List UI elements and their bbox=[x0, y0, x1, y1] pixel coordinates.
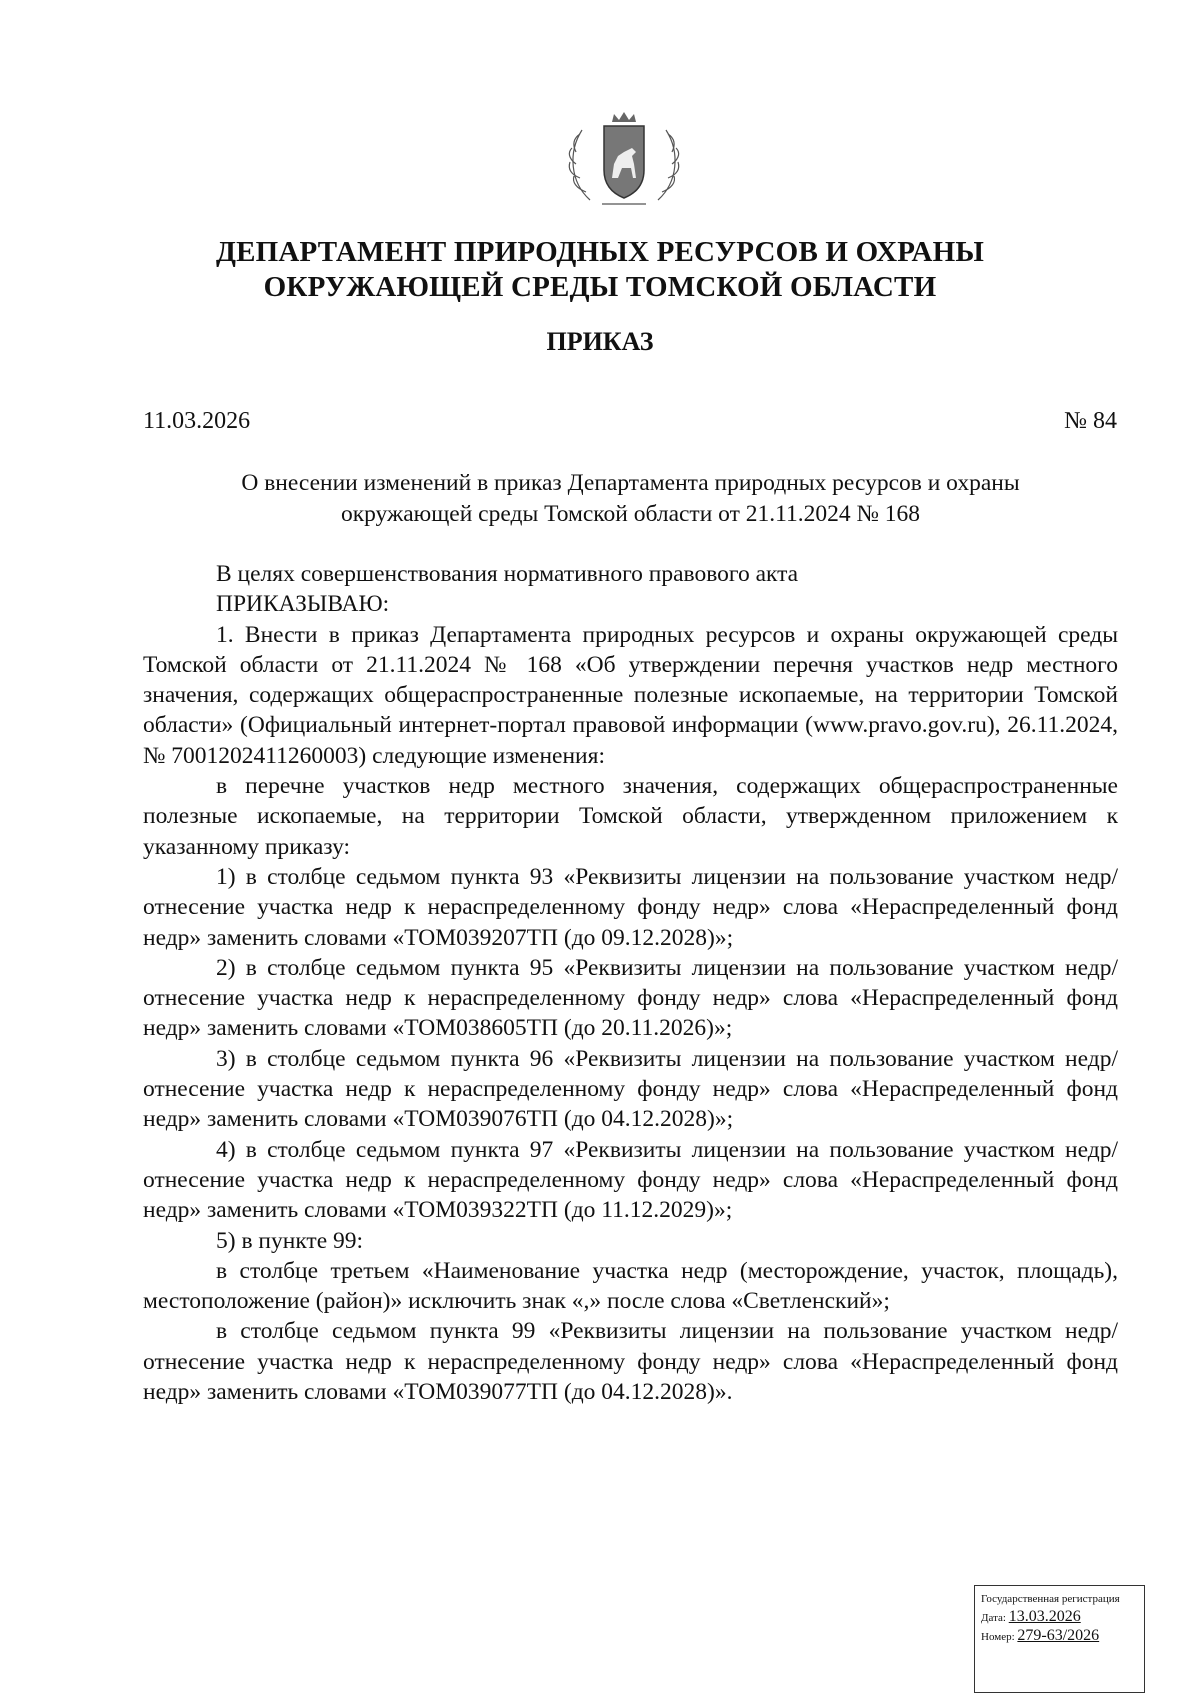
body-paragraph: в перечне участков недр местного значения, содержащих общераспространенные полезные ископаемые, на территории Томской области, утвержденном приложением к указанному приказу: bbox=[143, 773, 1118, 860]
stamp-number-label: Номер: bbox=[981, 1631, 1015, 1643]
document-subject bbox=[143, 468, 1118, 530]
body-paragraph: ПРИКАЗЫВАЮ: bbox=[216, 591, 390, 618]
department-title-line-2: ОКРУЖАЮЩЕЙ СРЕДЫ ТОМСКОЙ ОБЛАСТИ bbox=[263, 271, 937, 303]
body-paragraph: В целях совершенствования нормативного правового акта bbox=[216, 561, 799, 587]
document-body bbox=[143, 559, 1118, 1407]
document-number: № 84 bbox=[1064, 408, 1117, 434]
stamp-number-value: 279-63/2026 bbox=[1017, 1627, 1100, 1644]
stamp-date-value: 13.03.2026 bbox=[1008, 1608, 1081, 1625]
body-paragraph: 1) в столбце седьмом пункта 93 «Реквизиты лицензии на пользование участком недр/отнесение участка недр к нераспределенному фонду недр» слова «Нераспределенный фонд недр» заменить словами «ТОМ039207ТП (до 09.12.2028)»; bbox=[143, 863, 1118, 951]
document-type: ПРИКАЗ bbox=[546, 327, 654, 356]
body-paragraph: в столбце третьем «Наименование участка недр (месторождение, участок, площадь), местоположение (район)» исключить знак «,» после слова «Светленский»; bbox=[143, 1257, 1118, 1315]
body-paragraph: 3) в столбце седьмом пункта 96 «Реквизиты лицензии на пользование участком недр/отнесение участка недр к нераспределенному фонду недр» слова «Нераспределенный фонд недр» заменить словами «ТОМ039076ТП (до 04.12.2028)»; bbox=[143, 1045, 1118, 1133]
body-paragraph: 2) в столбце седьмом пункта 95 «Реквизиты лицензии на пользование участком недр/отнесение участка недр к нераспределенному фонду недр» слова «Нераспределенный фонд недр» заменить словами «ТОМ038605ТП (до 20.11.2026)»; bbox=[143, 954, 1118, 1042]
subject-line-2: окружающей среды Томской области от 21.11.2024 № 168 bbox=[340, 501, 921, 527]
department-title-line-1: ДЕПАРТАМЕНТ ПРИРОДНЫХ РЕСУРСОВ И ОХРАНЫ bbox=[215, 236, 985, 268]
stamp-date-label: Дата: bbox=[981, 1612, 1006, 1624]
stamp-title: Государственная регистрация bbox=[981, 1593, 1120, 1605]
document-date: 11.03.2026 bbox=[143, 408, 251, 434]
subject-line-1: О внесении изменений в приказ Департамента природных ресурсов и охраны bbox=[241, 470, 1020, 496]
body-paragraph: 4) в столбце седьмом пункта 97 «Реквизиты лицензии на пользование участком недр/отнесение участка недр к нераспределенному фонду недр» слова «Нераспределенный фонд недр» заменить словами «ТОМ039322ТП (до 11.12.2029)»; bbox=[143, 1136, 1118, 1224]
body-paragraph: 1. Внести в приказ Департамента природных ресурсов и охраны окружающей среды Томской области от 21.11.2024 № 168 «Об утверждении перечня участков недр местного значения, содержащих общераспространенные полезные ископаемые, на территории Томской области» (Официальный интернет-портал правовой информации (www.pravo.gov.ru), 26.11.2024, № 7001202411260003) следующие изменения: bbox=[143, 621, 1118, 769]
body-paragraph: 5) в пункте 99: bbox=[216, 1227, 364, 1254]
coat-of-arms-icon bbox=[562, 112, 686, 208]
body-paragraph: в столбце седьмом пункта 99 «Реквизиты лицензии на пользование участком недр/отнесение участка недр к нераспределенному фонду недр» слова «Нераспределенный фонд недр» заменить словами «ТОМ039077ТП (до 04.12.2028)». bbox=[143, 1318, 1118, 1406]
registration-stamp bbox=[974, 1585, 1145, 1693]
